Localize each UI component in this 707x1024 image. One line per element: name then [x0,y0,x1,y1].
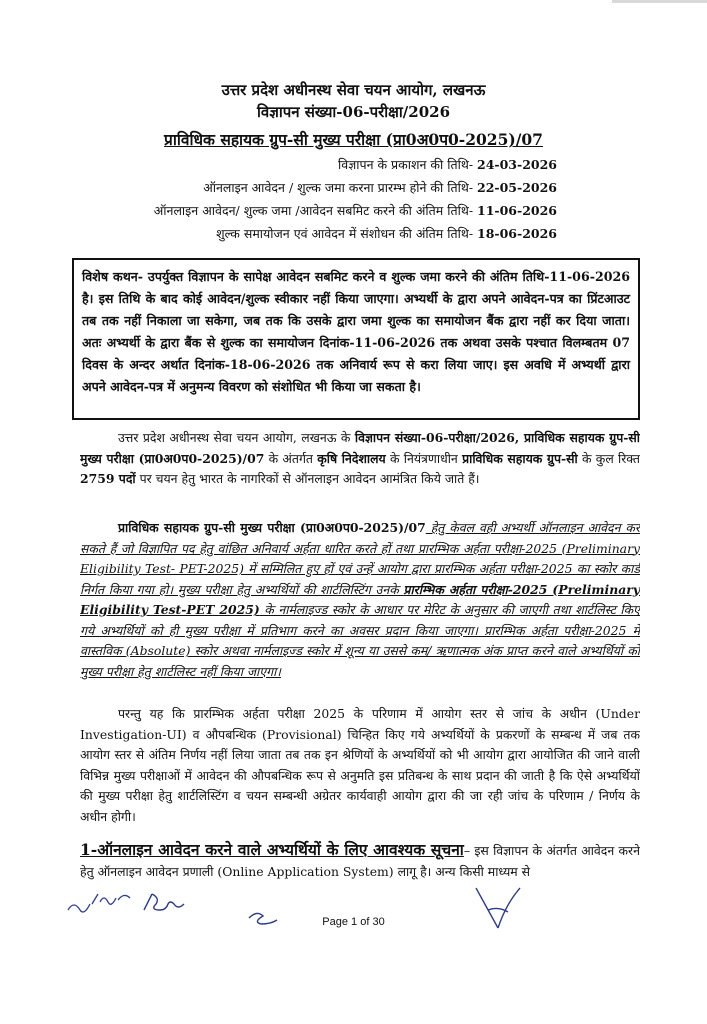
date-line-start: ऑनलाइन आवेदन / शुल्क जमा करना प्रारम्भ होने की तिथि- 22-05-2026 [203,180,557,195]
date-line-last: ऑनलाइन आवेदन/ शुल्क जमा /आवेदन सबमिट करने की अंतिम तिथि- 11-06-2026 [153,203,557,218]
section-1 [80,840,640,890]
exam-title: प्राविधिक सहायक ग्रुप-सी मुख्य परीक्षा (प्रा0अ0प0-2025)/07 [164,130,543,149]
page-footer: Page 1 of 30 [322,916,385,928]
date-line-adjustment: शुल्क समायोजन एवं आवेदन में संशोधन की अंतिम तिथि- 18-06-2026 [216,226,557,241]
org-title: उत्तर प्रदेश अधीनस्थ सेवा चयन आयोग, लखनऊ [221,81,486,99]
signature-3 [470,880,530,940]
top-edge-mark [612,0,707,3]
advt-number: विज्ञापन संख्या-06-परीक्षा/2026 [256,103,451,121]
paragraph-advertisement: उत्तर प्रदेश अधीनस्थ सेवा चयन आयोग, लखनऊ के विज्ञापन संख्या-06-परीक्षा/2026, प्राविधिक सहायक ग्रुप-सी मुख्य परीक्षा (प्रा0अ0प0-2025)/07 के अंतर्गत कृषि निदेशालय के नियंत्रणाधीन प्राविधिक सहायक ग्रुप-सी के कुल रिक्त 2759 पदों पर चयन हेतु भारत के नागरिकों से ऑनलाइन आवेदन आमंत्रित किये जाते हैं। [80,430,640,486]
signature-1 [140,888,200,918]
date-line-publication: विज्ञापन के प्रकाशन की तिथि- 24-03-2026 [338,157,557,172]
section-1-heading: 1-ऑनलाइन आवेदन करने वाले अभ्यर्थियों के लिए आवश्यक सूचना [80,840,464,859]
special-notice-box: विशेष कथन- उपर्युक्त विज्ञापन के सापेक्ष आवेदन सबमिट करने व शुल्क जमा करने की अंतिम तिथि-11-06-2026 है। इस तिथि के बाद कोई आवेदन/शुल्क स्वीकार नहीं किया जाएगा। अभ्यर्थी के द्वारा अपने आवेदन-पत्र का प्रिंटआउट तब तक नहीं निकाला जा सकेगा, जब तक कि उसके द्वारा जमा शुल्क का समायोजन बैंक द्वारा नहीं कर दिया जाता। अतः अभ्यर्थी के द्वारा बैंक से शुल्क का समायोजन दिनांक-11-06-2026 तक अथवा उसके पश्चात विलम्बतम 07 दिवस के अन्दर अर्थात दिनांक-18-06-2026 तक अनिवार्य रूप से करा लिया जाए। इस अवधि में अभ्यर्थी द्वारा अपने आवेदन-पत्र में अनुमन्य विवरण को संशोधित भी किया जा सकता है। [72,258,640,420]
section-1-text: – इस विज्ञापन के अंतर्गत आवेदन करने हेतु ऑनलाइन आवेदन प्रणाली (Online Application System) लागू है। अन्य किसी माध्यम से [80,843,640,879]
paragraph-provisional: परन्तु यह कि प्रारम्भिक अर्हता परीक्षा 2025 के परिणाम में आयोग स्तर से जांच के अधीन (Under Investigation-UI) व औपबन्धिक (Provisional) चिन्हित किए गये अभ्यर्थियों के प्रकरणों के सम्बन्ध में जब तक आयोग स्तर से अंतिम निर्णय नहीं लिया जाता तब तक इन श्रेणियों के अभ्यर्थियों को भी आयोग द्वारा आयोजित की जाने वाली विभिन्न मुख्य परीक्षाओं में आवेदन की औपबन्धिक रूप से अनुमति इस प्रतिबन्ध के साथ प्रदान की जाती है कि ऐसे अभ्यर्थियों की मुख्य परीक्षा हेतु शार्टलिस्टिंग व चयन सम्बन्धी अग्रेतर कार्यवाही आयोग द्वारा की जा रही जांच के परिणाम / निर्णय के अधीन होगी। [80,706,640,824]
paragraph-eligibility: प्राविधिक सहायक ग्रुप-सी मुख्य परीक्षा (प्रा0अ0प0-2025)/07 हेतु केवल वही अभ्यर्थी ऑनलाइन आवेदन कर सकते हैं जो विज्ञापित पद हेतु वांछित अनिवार्य अर्हता धारित करते हों तथा प्रारम्भिक अर्हता परीक्षा-2025 (Preliminary Eligibility Test- PET-2025) में सम्मिलित हुए हों एवं उन्हें आयोग द्वारा प्रारम्भिक अर्हता परीक्षा-2025 का स्कोर कार्ड निर्गत किया गया हो। मुख्य परीक्षा हेतु अभ्यर्थियों की शार्टलिस्टिंग उनके प्रारम्भिक अर्हता परीक्षा-2025 (Preliminary Eligibility Test-PET 2025) के नार्मलाइज्ड स्कोर के आधार पर मेरिट के अनुसार की जाएगी तथा शार्टलिस्ट किए गये अभ्यर्थियों को ही मुख्य परीक्षा में प्रतिभाग करने का अवसर प्रदान किया जाएगा। प्रारम्भिक अर्हता परीक्षा-2025 में वास्तविक (Absolute) स्कोर अथवा नार्मलाइज्ड स्कोर में शून्य या उससे कम/ ऋणात्मक अंक प्राप्त करने वाले अभ्यर्थियों को मुख्य परीक्षा हेतु शार्टलिस्ट नहीं किया जाएगा। [80,520,640,679]
